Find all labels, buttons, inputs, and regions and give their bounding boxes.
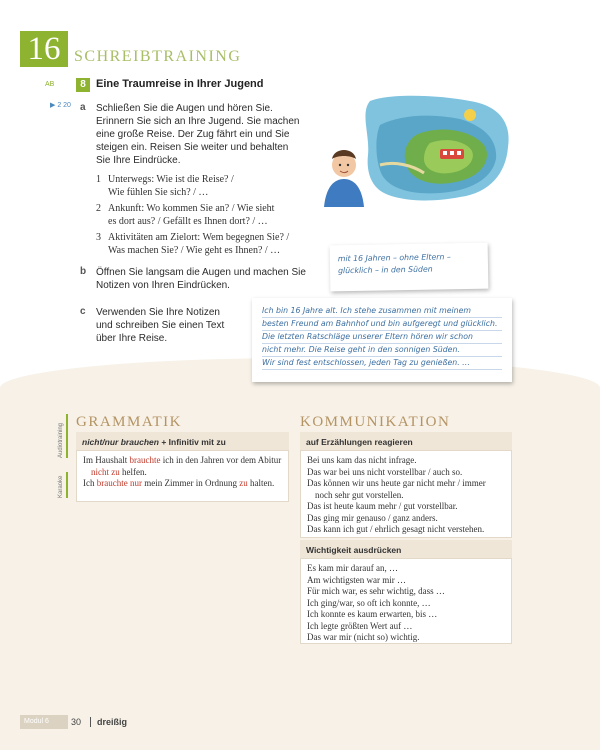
phrase-row: Ich konnte es kaum erwarten, bis …: [307, 609, 438, 619]
list-number: 3: [96, 232, 101, 243]
communication-box2-body: [300, 558, 512, 644]
text-line: über Ihre Reise.: [96, 333, 168, 344]
note-line: glücklich – in den Süden: [337, 264, 433, 276]
list-text: Aktivitäten am Zielort: Wem begegnen Sie? /: [108, 232, 290, 243]
note-line: besten Freund am Bahnhof und bin aufgeregt und glücklich.: [262, 318, 502, 331]
note-line: mit 16 Jahren – ohne Eltern –: [337, 252, 451, 264]
phrase-row: Das war bei uns nicht vorstellbar / auch so.: [307, 466, 463, 477]
phrase-row: Das ging mir genauso / ganz anders.: [307, 512, 438, 523]
list-item: [96, 174, 316, 199]
grammar-head-italic: nicht/nur brauchen: [82, 437, 159, 447]
note-line: nicht mehr. Die Reise geht in den sonnigen Süden.: [262, 344, 502, 357]
prompt-list: [96, 174, 316, 261]
phrase-row: Das können wir uns heute gar nicht mehr / immer noch sehr gut vorstellen.: [307, 478, 486, 500]
phrase-row: Am wichtigsten war mir …: [307, 574, 406, 585]
list-item: [96, 203, 316, 228]
text-line: steigen ein. Reisen Sie weiter und behalten: [96, 142, 289, 153]
grammar-head-rest: + Infinitiv mit zu: [158, 437, 226, 447]
grammar-box-header: [76, 432, 289, 452]
phrase-row: Für mich war, es sehr wichtig, dass …: [307, 586, 445, 596]
ab-tag: AB: [45, 81, 55, 88]
karaoke-bar: [66, 472, 68, 498]
item-b-text: [96, 266, 316, 292]
text-line: und schreiben Sie einen Text: [96, 320, 225, 331]
communication-box1-header: auf Erzählungen reagieren: [300, 432, 512, 452]
list-text: Unterwegs: Wie ist die Reise? /: [108, 174, 234, 185]
item-c-text: [96, 306, 256, 345]
text-line: Sie Ihre Eindrücke.: [96, 155, 181, 166]
item-a-text: [96, 102, 316, 167]
list-number: 2: [96, 203, 101, 214]
exercise-title: Eine Traumreise in Ihrer Jugend: [96, 78, 264, 90]
phrase-row: Bei uns kam das nicht infrage.: [307, 455, 417, 465]
item-c-letter: c: [80, 306, 86, 317]
handwritten-note-text: [252, 298, 512, 382]
note-line: Wir sind fest entschlossen, jeden Tag zu genießen. …: [262, 357, 502, 370]
communication-title: KOMMUNIKATION: [300, 414, 451, 430]
unit-number: 16: [20, 31, 68, 67]
phrase-row: Das kann ich gut / ehrlich gesagt nicht verstehen.: [307, 524, 485, 534]
communication-box1-body: [300, 450, 512, 538]
text-line: Schließen Sie die Augen und hören Sie.: [96, 103, 273, 114]
item-b-letter: b: [80, 266, 87, 277]
phrase-row: Das ist heute kaum mehr / gut vorstellbar.: [307, 501, 458, 511]
list-text: Ankunft: Wo kommen Sie an? / Wie sieht: [108, 203, 275, 214]
section-title: SCHREIBTRAINING: [74, 48, 242, 65]
grammar-example-1: Im Haushalt brauchte ich in den Jahren vor dem Abitur nicht zu helfen.: [83, 455, 282, 477]
item-a-letter: a: [80, 102, 86, 113]
note-line: Ich bin 16 Jahre alt. Ich stehe zusammen mit meinem: [262, 305, 502, 318]
text-line: eine große Reise. Der Zug fährt ein und Sie: [96, 129, 290, 140]
list-text: Wie fühlen Sie sich? / …: [108, 186, 209, 198]
grammar-example-2: Ich brauchte nur mein Zimmer in Ordnung zu halten.: [83, 478, 275, 488]
text-line: Notizen von Ihren Eindrücken.: [96, 280, 230, 291]
footer-divider: [90, 717, 91, 727]
grammar-box-body: [76, 450, 289, 502]
karaoke-label[interactable]: Karaoke: [58, 475, 64, 498]
phrase-row: Es kam mir darauf an, …: [307, 563, 398, 573]
page-number: 30: [71, 717, 82, 727]
list-item: [96, 232, 316, 257]
module-label: Modul 6: [20, 715, 68, 729]
audiotraining-label[interactable]: Audiotraining: [58, 422, 64, 458]
grammar-title: GRAMMATIK: [76, 414, 183, 430]
phrase-row: Ich ging/war, so oft ich konnte, …: [307, 597, 431, 608]
note-line: Die letzten Ratschläge unserer Eltern hören wir schon: [262, 331, 502, 344]
phrase-row: Das war mir (nicht so) wichtig.: [307, 632, 420, 642]
audiotraining-bar: [66, 414, 68, 458]
list-text: es dort aus? / Gefällt es Ihnen dort? / …: [108, 215, 268, 227]
exercise-number: 8: [76, 78, 90, 92]
handwritten-note-keywords: [330, 243, 489, 292]
text-line: Öffnen Sie langsam die Augen und machen Sie: [96, 267, 306, 278]
phrase-row: Ich legte größten Wert auf …: [307, 620, 413, 631]
text-line: Verwenden Sie Ihre Notizen: [96, 307, 220, 318]
list-text: Was machen Sie? / Wie geht es Ihnen? / …: [108, 244, 281, 256]
page-number-word: dreißig: [97, 717, 128, 727]
dream-journey-illustration: [320, 95, 512, 207]
communication-box2-header: Wichtigkeit ausdrücken: [300, 540, 512, 560]
text-line: Erinnern Sie sich an Ihre Jugend. Sie machen: [96, 116, 300, 127]
audio-track-tag[interactable]: ▶ 2 20: [50, 102, 71, 109]
list-number: 1: [96, 174, 101, 185]
